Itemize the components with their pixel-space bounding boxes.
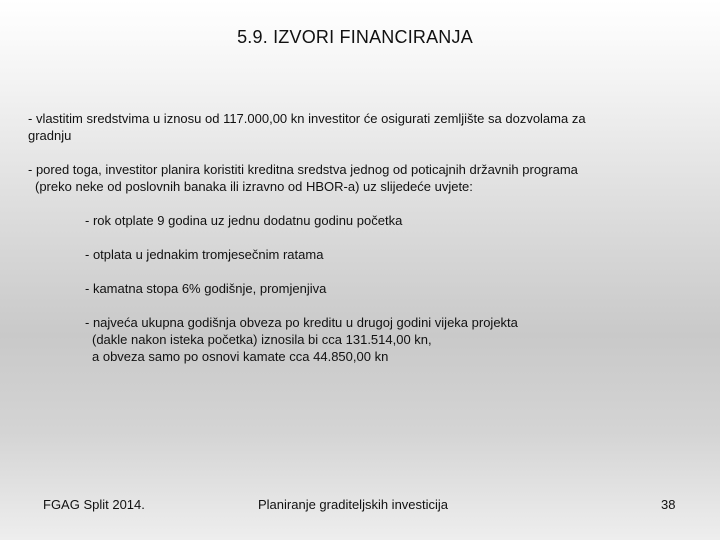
condition-quarterly-installments: - otplata u jednakim tromjesečnim ratama [85, 247, 324, 262]
slide-content [28, 110, 668, 382]
paragraph-own-funds-line-2: gradnju [28, 128, 72, 143]
condition-max-annual-obligation [85, 314, 668, 365]
paragraph-credit-funds-line-1: - pored toga, investitor planira koristiti kreditna sredstva jednog od poticajnih državnih programa [28, 162, 578, 177]
condition-interest-rate: - kamatna stopa 6% godišnje, promjenjiva [85, 281, 327, 296]
paragraph-credit-funds [28, 161, 668, 195]
condition-repayment-term: - rok otplate 9 godina uz jednu dodatnu godinu početka [85, 213, 403, 228]
footer-institution: FGAG Split 2014. [43, 497, 145, 512]
paragraph-own-funds-line-1: - vlastitim sredstvima u iznosu od 117.000,00 kn investitor će osigurati zemljište sa dozvolama za [28, 111, 586, 126]
condition-max-annual-obligation-line-2: (dakle nakon isteka početka) iznosila bi cca 131.514,00 kn, [92, 332, 432, 347]
condition-max-annual-obligation-line-3: a obveza samo po osnovi kamate cca 44.850,00 kn [92, 349, 389, 364]
footer-course-title: Planiranje graditeljskih investicija [258, 497, 449, 512]
footer-page-number: 38 [661, 497, 676, 512]
condition-max-annual-obligation-line-1: - najveća ukupna godišnja obveza po kreditu u drugoj godini vijeka projekta [85, 315, 518, 330]
slide-title: 5.9. IZVORI FINANCIRANJA [237, 27, 473, 47]
paragraph-credit-funds-line-2: (preko neke od poslovnih banaka ili izravno od HBOR-a) uz slijedeće uvjete: [35, 179, 473, 194]
paragraph-own-funds [28, 110, 668, 144]
